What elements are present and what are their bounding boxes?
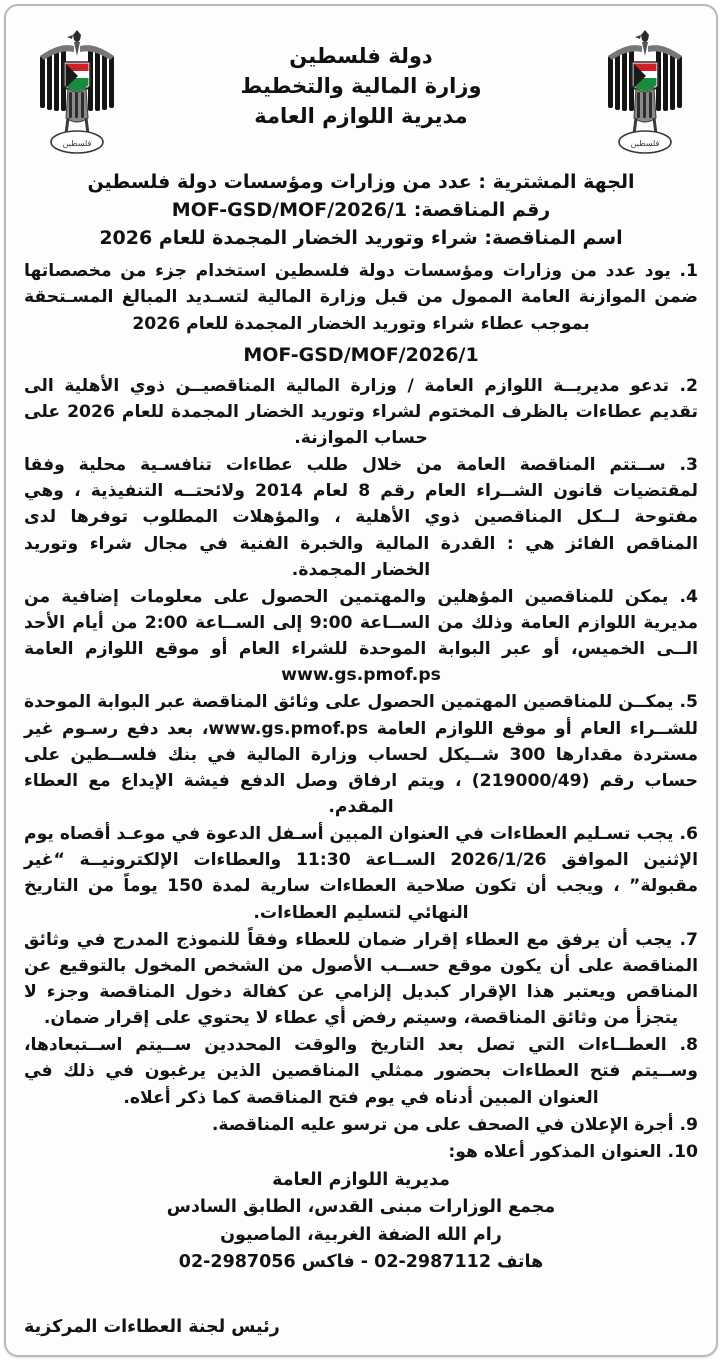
- tender-name-value: شراء وتوريد الخضار المجمدة للعام 2026: [99, 227, 478, 250]
- buyer-entity-line: الجهة المشترية : عدد من وزارات ومؤسسات دولة فلسطين: [87, 171, 635, 193]
- document-sheet: [6, 6, 716, 1355]
- clause-9: 9. أجرة الإعلان في الصحف على من ترسو عليه المناقصة.: [211, 1114, 698, 1135]
- clause-7: 7. يجب أن يرفق مع العطاء إقرار ضمان للعطاء وفقاً للنموذج المدرج في وثائق المناقصة على أن يكون موقع حســب الأصول من الشخص المخول بالتوقيع عن المناقص ويعتبر هذا الإقرار كبديل إلزامي عن كفالة دخول المناقصة وجزء لا يتجزأ من وثائق المناقصة، وسيتم رفض أي عطاء لا يحتوي على إقرار ضمان.: [24, 929, 698, 1029]
- clause-5: 5. يمكــن للمناقصين المهتمين الحصول على وثائق المناقصة عبر البوابة الموحدة للشــراء العام أو موقع اللوازم العامة www.gs.pmof.ps، بعد دفع رسـوم غير مستردة مقدارها 300 شــيكل لحساب وزارة المالية في بنك فلســطين على حساب رقم (219000/49) ، ويتم ارفاق وصل الدفع فيشة الإيداع مع العطاء المقدم.: [24, 692, 699, 817]
- address-building: مجمع الوزارات مبنى القدس، الطابق السادس: [166, 1197, 556, 1218]
- clause-6: 6. يجب تسـليم العطاءات في العنوان المبين أسـفل الدعوة في موعـد أقصاه يوم الإثنين الموافق 2026/1/26 الســاعة 11:30 والعطاءات الإلكترونيــة “غير مقبولة” ، ويجب أن تكون صلاحية العطاءات سارية لمدة 150 يوماً من التاريخ النهائي لتسليم العطاءات.: [24, 824, 699, 923]
- header-line-ministry: وزارة المالية والتخطيط: [240, 73, 482, 98]
- tender-number-value: MOF-GSD/MOF/2026/1: [171, 199, 408, 222]
- tender-number-label: رقم المناقصة:: [413, 199, 551, 222]
- palestine-coat-of-arms-icon-left: [34, 26, 120, 164]
- tender-number-line: [22, 196, 700, 224]
- clause-8: 8. العطــاءات التي تصل بعد التاريخ والوقت المحددين ســيتم اســتبعادها، وســيتم فتح العطاءات بحضور ممثلي المناقصين الذين يرغبون في ذلك في العنوان المبين أدناه في يوم فتح المناقصة كما ذكر أعلاه.: [24, 1035, 698, 1108]
- tender-code-centered: MOF-GSD/MOF/2026/1: [243, 343, 479, 366]
- clause-3: 3. ســتتم المناقصة العامة من خلال طلب عطاءات تنافسـية محلية وفقا لمقتضيات قانون الشــراء العام رقم 8 لعام 2014 ولائحتــه التنفيذية ، وهي مفتوحة لــكل المناقصين ذوي الأهلية ، والمؤهلات المطلوب توفرها لدى المناقص الفائز هي : القدرة المالية والخبرة الفنية في مجال شراء وتوريد الخضار المجمدة.: [24, 455, 698, 580]
- signature-block: [6, 1317, 698, 1337]
- clause-2: 2. تدعو مديريــة اللوازم العامة / وزارة المالية المناقصيــن ذوي الأهلية الى تقديم عطاءات بالظرف المختوم لشراء وتوريد الخضار المجمدة للعام 2026 على حساب الموازنة.: [24, 375, 698, 449]
- clause-1: 1. يود عدد من وزارات ومؤسسات دولة فلسطين استخدام جزء من مخصصاتها ضمن الموازنة العامة الممول من قبل وزارة المالية لتسـديد المبالغ المسـتحقة بموجب عطاء شراء وتوريد الخضار المجمدة للعام 2026: [24, 261, 698, 334]
- svg-text:فلسطين: فلسطين: [630, 139, 660, 148]
- document-header: [22, 20, 700, 172]
- palestine-coat-of-arms-icon-right: [602, 26, 688, 164]
- header-line-state: دولة فلسطين: [289, 44, 433, 68]
- tender-name-line: [22, 224, 700, 252]
- document-frame: [4, 4, 718, 1357]
- ministry-titles: [132, 42, 590, 131]
- contact-separator: -: [360, 1251, 369, 1272]
- contact-address-block: [22, 1167, 700, 1276]
- phone-number: 02-2987112: [374, 1251, 491, 1272]
- clause-10: 10. العنوان المذكور أعلاه هو:: [448, 1141, 698, 1162]
- contact-phone-fax-line: [22, 1249, 700, 1276]
- address-directorate: مديرية اللوازم العامة: [272, 1169, 450, 1190]
- fax-number: 02-2987056: [178, 1251, 296, 1272]
- signatory-title: رئيس لجنة العطاءات المركزية: [24, 1317, 280, 1337]
- clause-4: 4. يمكن للمناقصين المؤهلين والمهتمين الحصول على معلومات إضافية من مديرية اللوازم العامة وذلك من الســاعة 9:00 إلى الســاعة 2:00 من أيام الأحد الــى الخميس، أو عبر البوابة الموحدة للشراء العام أو موقع اللوازم العامة www.gs.pmof.ps: [24, 586, 698, 686]
- tender-name-label: اسم المناقصة:: [484, 227, 623, 250]
- address-city: رام الله الضفة الغربية، الماصيون: [220, 1224, 502, 1245]
- header-line-directorate: مديرية اللوازم العامة: [254, 103, 468, 128]
- tender-meta: [22, 168, 700, 252]
- tender-clauses: [22, 258, 700, 1165]
- fax-label: فاكس: [301, 1251, 355, 1272]
- phone-label: هاتف: [497, 1251, 544, 1272]
- svg-text:فلسطين: فلسطين: [62, 139, 92, 148]
